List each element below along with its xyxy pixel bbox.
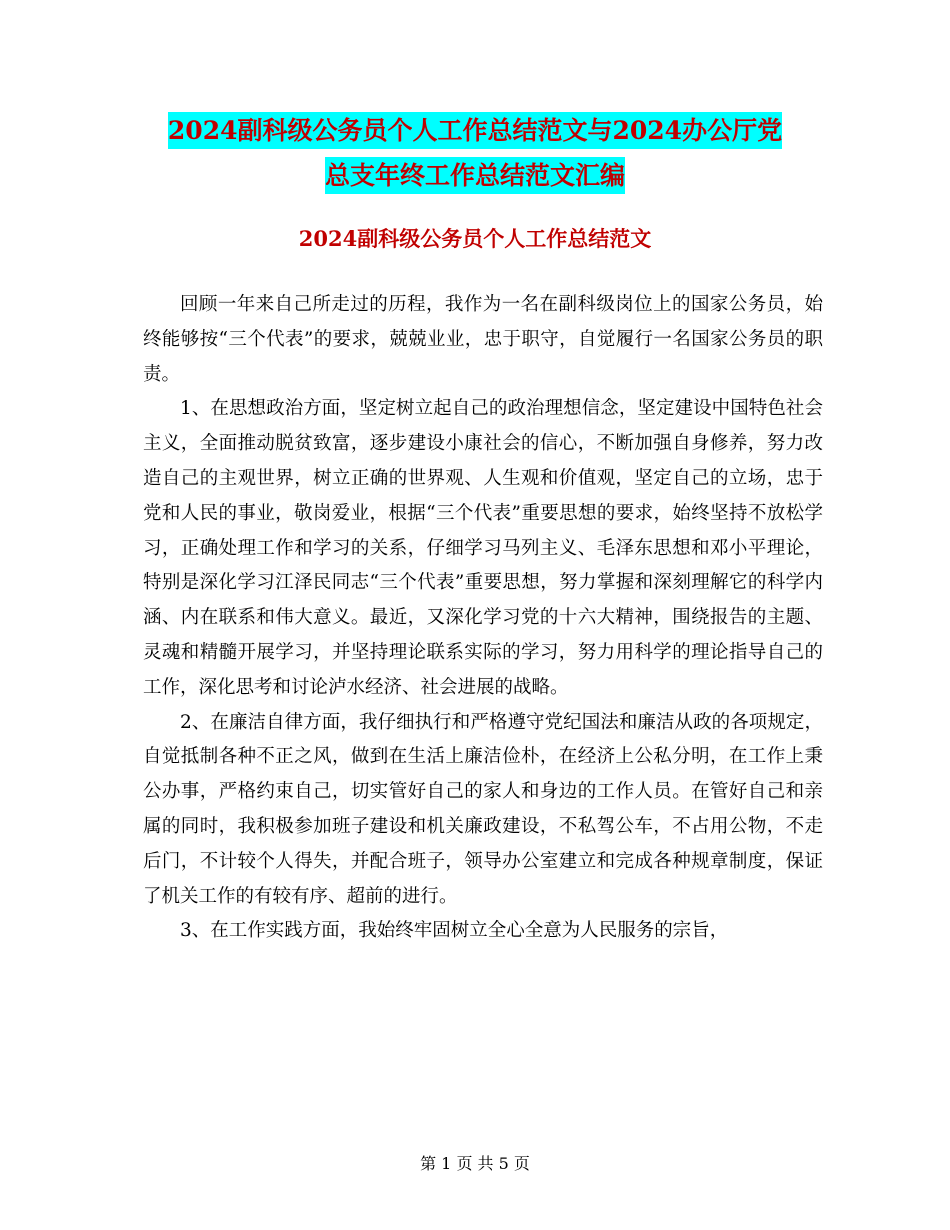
paragraph-integrity: 2、在廉洁自律方面，我仔细执行和严格遵守党纪国法和廉洁从政的各项规定，自觉抵制各种不正之风，做到在生活上廉洁俭朴，在经济上公私分明，在工作上秉公办事，严格约束自己，切实管好自己的家人和身边的工作人员。在管好自己和亲属的同时，我积极参加班子建设和机关廉政建设，不私驾公车，不占用公物，不走后门，不计较个人得失，并配合班子，领导办公室建立和完成各种规章制度，保证了机关工作的有较有序、超前的进行。 <box>143 711 823 907</box>
paragraph-intro: 回顾一年来自己所走过的历程，我作为一名在副科级岗位上的国家公务员，始终能够按“三个代表”的要求，兢兢业业，忠于职守，自觉履行一名国家公务员的职责。 <box>143 294 823 385</box>
document-title <box>0 108 950 198</box>
paragraph-work-practice: 3、在工作实践方面，我始终牢固树立全心全意为人民服务的宗旨， <box>180 920 729 942</box>
document-title-line-2: 总支年终工作总结范文汇编 <box>325 157 625 194</box>
page-footer: 第 1 页 共 5 页 <box>420 1154 530 1173</box>
document-title-line-1: 2024副科级公务员个人工作总结范文与2024办公厅党 <box>168 112 782 149</box>
body-text <box>143 288 823 949</box>
section-heading: 2024副科级公务员个人工作总结范文 <box>298 226 652 251</box>
paragraph-political: 1、在思想政治方面，坚定树立起自己的政治理想信念，坚定建设中国特色社会主义，全面推动脱贫致富，逐步建设小康社会的信心，不断加强自身修养，努力改造自己的主观世界，树立正确的世界观、人生观和价值观，坚定自己的立场，忠于党和人民的事业，敬岗爱业，根据“三个代表”重要思想的要求，始终坚持不放松学习，正确处理工作和学习的关系，仔细学习马列主义、毛泽东思想和邓小平理论，特别是深化学习江泽民同志“三个代表”重要思想，努力掌握和深刻理解它的科学内涵、内在联系和伟大意义。最近，又深化学习党的十六大精神，围绕报告的主题、灵魂和精髓开展学习，并坚持理论联系实际的学习，努力用科学的理论指导自己的工作，深化思考和讨论泸水经济、社会进展的战略。 <box>143 398 823 698</box>
